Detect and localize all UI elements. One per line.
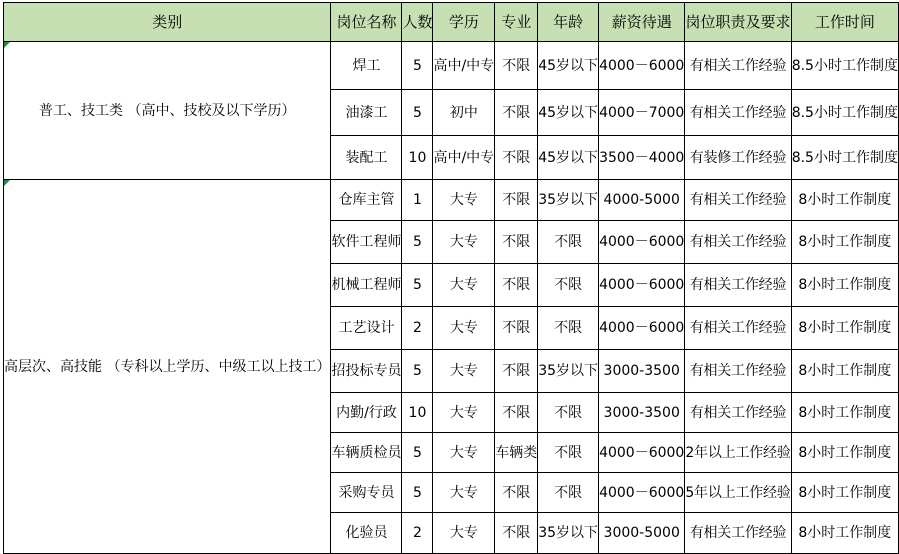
header-age: 年龄: [538, 3, 599, 42]
cell-education: 大专: [433, 307, 495, 350]
cell-requirement: 有相关工作经验: [685, 221, 791, 264]
cell-count: 5: [402, 473, 433, 513]
cell-education: 大专: [433, 393, 495, 433]
cell-hours: 8小时工作制度: [791, 180, 898, 221]
cell-education: 大专: [433, 473, 495, 513]
header-salary: 薪资待遇: [599, 3, 685, 42]
cell-position: 油漆工: [331, 90, 402, 136]
cell-position: 装配工: [331, 136, 402, 180]
cell-requirement: 有相关工作经验: [685, 513, 791, 554]
table-row: [4, 42, 899, 90]
cell-education: 大专: [433, 513, 495, 554]
cell-education: 大专: [433, 350, 495, 393]
cell-position: 化验员: [331, 513, 402, 554]
header-position: 岗位名称: [331, 3, 402, 42]
cell-category: [4, 42, 331, 180]
cell-hours: 8小时工作制度: [791, 350, 898, 393]
cell-age: 35岁以下: [538, 513, 599, 554]
cell-position: 机械工程师: [331, 264, 402, 307]
cell-hours: 8小时工作制度: [791, 221, 898, 264]
cell-requirement: 有相关工作经验: [685, 42, 791, 90]
cell-requirement: 有装修工作经验: [685, 136, 791, 180]
cell-major: 不限: [495, 180, 538, 221]
cell-count: 2: [402, 513, 433, 554]
cell-major: 不限: [495, 221, 538, 264]
header-row: [4, 3, 899, 42]
cell-education: 大专: [433, 180, 495, 221]
cell-education: 高中/中专: [433, 136, 495, 180]
category-label: 普工、技工类 （高中、技校及以下学历）: [39, 102, 296, 119]
cell-salary: 4000－6000: [599, 221, 685, 264]
cell-age: 35岁以下: [538, 180, 599, 221]
cell-hours: 8.5小时工作制度: [791, 136, 898, 180]
cell-major: 不限: [495, 473, 538, 513]
cell-count: 10: [402, 393, 433, 433]
cell-hours: 8.5小时工作制度: [791, 90, 898, 136]
cell-category: [4, 180, 331, 554]
cell-requirement: 有相关工作经验: [685, 350, 791, 393]
cell-position: 内勤/行政: [331, 393, 402, 433]
cell-hours: 8小时工作制度: [791, 433, 898, 473]
cell-major: 不限: [495, 90, 538, 136]
cell-hours: 8小时工作制度: [791, 264, 898, 307]
header-category: 类别: [4, 3, 331, 42]
cell-requirement: 有相关工作经验: [685, 393, 791, 433]
cell-age: 45岁以下: [538, 42, 599, 90]
cell-requirement: 有相关工作经验: [685, 90, 791, 136]
cell-position: 工艺设计: [331, 307, 402, 350]
cell-count: 5: [402, 433, 433, 473]
cell-major: 不限: [495, 350, 538, 393]
cell-count: 10: [402, 136, 433, 180]
cell-count: 5: [402, 221, 433, 264]
header-hours: 工作时间: [791, 3, 898, 42]
cell-salary: 4000－6000: [599, 42, 685, 90]
cell-major: 不限: [495, 513, 538, 554]
cell-count: 5: [402, 264, 433, 307]
cell-hours: 8小时工作制度: [791, 473, 898, 513]
cell-hours: 8小时工作制度: [791, 393, 898, 433]
cell-requirement: 2年以上工作经验: [685, 433, 791, 473]
cell-age: 不限: [538, 433, 599, 473]
cell-position: 采购专员: [331, 473, 402, 513]
table-body: [4, 42, 899, 554]
cell-age: 不限: [538, 264, 599, 307]
cell-major: 不限: [495, 264, 538, 307]
cell-salary: 4000－6000: [599, 307, 685, 350]
cell-count: 1: [402, 180, 433, 221]
cell-requirement: 有相关工作经验: [685, 264, 791, 307]
cell-requirement: 有相关工作经验: [685, 307, 791, 350]
cell-salary: 4000－6000: [599, 433, 685, 473]
cell-salary: 3000-3500: [599, 393, 685, 433]
cell-education: 高中/中专: [433, 42, 495, 90]
cell-major: 不限: [495, 42, 538, 90]
cell-requirement: 有相关工作经验: [685, 180, 791, 221]
header-count: 人数: [402, 3, 433, 42]
cell-count: 5: [402, 350, 433, 393]
cell-corner-marker: [4, 180, 10, 186]
recruitment-table: [3, 2, 899, 554]
cell-requirement: 5年以上工作经验: [685, 473, 791, 513]
cell-age: 不限: [538, 473, 599, 513]
cell-major: 不限: [495, 393, 538, 433]
cell-salary: 4000－6000: [599, 264, 685, 307]
cell-count: 5: [402, 42, 433, 90]
cell-corner-marker: [4, 42, 10, 48]
cell-position: 焊工: [331, 42, 402, 90]
cell-major: 不限: [495, 136, 538, 180]
cell-age: 不限: [538, 221, 599, 264]
cell-age: 不限: [538, 393, 599, 433]
cell-age: 45岁以下: [538, 136, 599, 180]
cell-position: 仓库主管: [331, 180, 402, 221]
header-education: 学历: [433, 3, 495, 42]
cell-age: 35岁以下: [538, 350, 599, 393]
header-requirement: 岗位职责及要求: [685, 3, 791, 42]
cell-age: 不限: [538, 307, 599, 350]
cell-salary: 4000－6000: [599, 473, 685, 513]
cell-hours: 8小时工作制度: [791, 307, 898, 350]
table-row: [4, 180, 899, 221]
cell-salary: 3500－4000: [599, 136, 685, 180]
category-label: 高层次、高技能 （专科以上学历、中级工以上技工）: [4, 358, 331, 375]
cell-count: 2: [402, 307, 433, 350]
cell-age: 45岁以下: [538, 90, 599, 136]
cell-position: 软件工程师: [331, 221, 402, 264]
cell-education: 大专: [433, 221, 495, 264]
cell-major: 车辆类: [495, 433, 538, 473]
cell-education: 初中: [433, 90, 495, 136]
cell-count: 5: [402, 90, 433, 136]
cell-education: 大专: [433, 433, 495, 473]
header-major: 专业: [495, 3, 538, 42]
cell-education: 大专: [433, 264, 495, 307]
cell-hours: 8.5小时工作制度: [791, 42, 898, 90]
cell-hours: 8小时工作制度: [791, 513, 898, 554]
cell-major: 不限: [495, 307, 538, 350]
cell-salary: 4000-5000: [599, 180, 685, 221]
cell-position: 招投标专员: [331, 350, 402, 393]
cell-salary: 3000-5000: [599, 513, 685, 554]
cell-salary: 3000-3500: [599, 350, 685, 393]
cell-position: 车辆质检员: [331, 433, 402, 473]
cell-salary: 4000－7000: [599, 90, 685, 136]
